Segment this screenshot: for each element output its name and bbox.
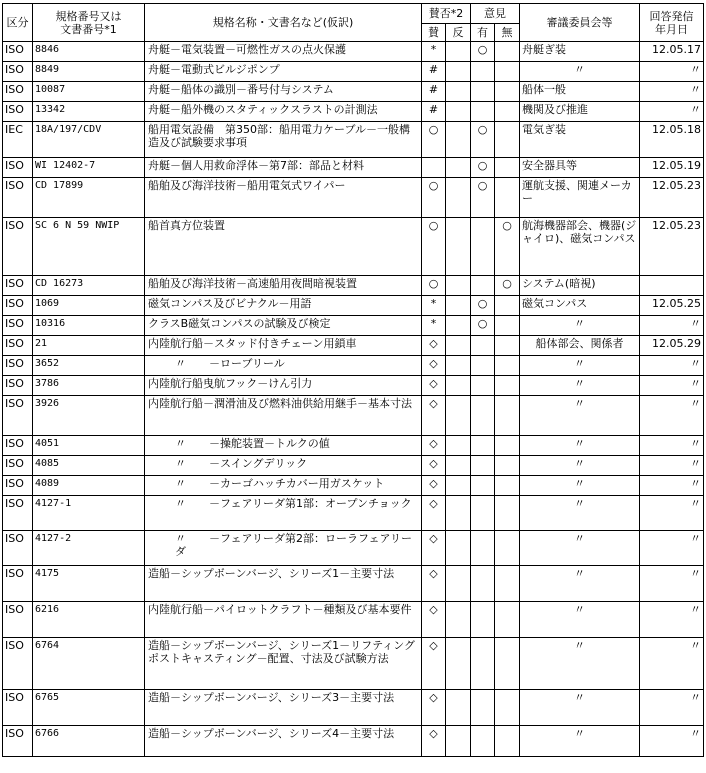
cell-number: 6216 xyxy=(33,602,145,638)
cell-name: 舟艇－電動式ビルジポンプ xyxy=(145,62,422,82)
cell-number: WI 12402-7 xyxy=(33,158,145,178)
cell-name: 内陸航行船－スタッド付きチェーン用鎖車 xyxy=(145,336,422,356)
cell-han xyxy=(446,456,471,476)
ditto-mark: 〃 xyxy=(175,497,186,510)
ditto-mark: 〃 xyxy=(175,532,186,545)
cell-date: 12.05.25 xyxy=(640,296,704,316)
cell-committee: 運航支援、関連メーカー xyxy=(520,178,640,218)
cell-date: 〃 xyxy=(640,356,704,376)
cell-name: 舟艇－船体の識別－番号付与システム xyxy=(145,82,422,102)
cell-yu xyxy=(471,396,495,436)
cell-number: 1069 xyxy=(33,296,145,316)
header-number xyxy=(33,4,145,42)
cell-yu xyxy=(471,726,495,757)
cell-name: 船用電気設備 第350部：船用電力ケーブル－一般構造及び試験要求事項 xyxy=(145,122,422,158)
cell-mu xyxy=(495,566,520,602)
cell-committee: 〃 xyxy=(520,62,640,82)
cell-mu xyxy=(495,42,520,62)
table-row xyxy=(3,102,704,122)
cell-name xyxy=(145,456,422,476)
cell-kubun: ISO xyxy=(3,602,33,638)
cell-mu xyxy=(495,158,520,178)
cell-yu: ○ xyxy=(471,122,495,158)
cell-yu xyxy=(471,218,495,276)
table-row xyxy=(3,690,704,726)
cell-committee: 船体部会、関係者 xyxy=(520,336,640,356)
table-row xyxy=(3,296,704,316)
cell-san: ○ xyxy=(422,276,446,296)
cell-date: 〃 xyxy=(640,316,704,336)
cell-mu xyxy=(495,376,520,396)
cell-san: ◇ xyxy=(422,336,446,356)
table-row xyxy=(3,456,704,476)
header-name: 規格名称・文書名など(仮訳) xyxy=(145,4,422,42)
cell-number: 21 xyxy=(33,336,145,356)
cell-kubun: ISO xyxy=(3,42,33,62)
table-row xyxy=(3,531,704,566)
cell-yu: ○ xyxy=(471,158,495,178)
cell-mu xyxy=(495,476,520,496)
cell-han xyxy=(446,336,471,356)
cell-yu xyxy=(471,456,495,476)
table-row xyxy=(3,638,704,690)
ditto-mark: 〃 xyxy=(175,357,186,370)
cell-number: 4051 xyxy=(33,436,145,456)
cell-date: 12.05.17 xyxy=(640,42,704,62)
cell-yu: ○ xyxy=(471,296,495,316)
cell-name xyxy=(145,531,422,566)
cell-number: 4127-1 xyxy=(33,496,145,531)
cell-han xyxy=(446,376,471,396)
cell-kubun: IEC xyxy=(3,122,33,158)
cell-mu xyxy=(495,531,520,566)
cell-number: 10316 xyxy=(33,316,145,336)
table-row xyxy=(3,726,704,757)
table-row xyxy=(3,42,704,62)
cell-name: 造船－シップボーンバージ、シリーズ1－主要寸法 xyxy=(145,566,422,602)
cell-mu xyxy=(495,82,520,102)
table-row xyxy=(3,336,704,356)
cell-committee: 機関及び推進 xyxy=(520,102,640,122)
cell-san: ◇ xyxy=(422,436,446,456)
cell-han xyxy=(446,296,471,316)
cell-committee: 〃 xyxy=(520,496,640,531)
cell-name: 造船－シップボーンバージ、シリーズ3－主要寸法 xyxy=(145,690,422,726)
cell-han xyxy=(446,158,471,178)
cell-kubun: ISO xyxy=(3,158,33,178)
cell-mu xyxy=(495,638,520,690)
cell-date: 〃 xyxy=(640,62,704,82)
cell-number: 10087 xyxy=(33,82,145,102)
cell-kubun: ISO xyxy=(3,531,33,566)
cell-committee: 磁気コンパス xyxy=(520,296,640,316)
cell-date: 〃 xyxy=(640,82,704,102)
cell-name: 舟艇－個人用救命浮体－第7部：部品と材料 xyxy=(145,158,422,178)
cell-name: 舟艇－電気装置－可燃性ガスの点火保護 xyxy=(145,42,422,62)
cell-name: 造船－シップボーンバージ、シリーズ4－主要寸法 xyxy=(145,726,422,757)
cell-committee: 航海機器部会、機器(ジャイロ)、磁気コンパス xyxy=(520,218,640,276)
cell-yu xyxy=(471,531,495,566)
cell-committee: 〃 xyxy=(520,726,640,757)
header-mu: 無 xyxy=(495,24,520,42)
cell-number: 3786 xyxy=(33,376,145,396)
cell-yu: ○ xyxy=(471,42,495,62)
cell-date: 〃 xyxy=(640,476,704,496)
header-sanpi: 賛否*2 xyxy=(422,4,471,24)
cell-committee: 〃 xyxy=(520,531,640,566)
cell-san: # xyxy=(422,82,446,102)
cell-yu xyxy=(471,356,495,376)
table-row xyxy=(3,218,704,276)
cell-san: ○ xyxy=(422,178,446,218)
cell-han xyxy=(446,178,471,218)
cell-date: 12.05.19 xyxy=(640,158,704,178)
cell-han xyxy=(446,726,471,757)
cell-number: 3652 xyxy=(33,356,145,376)
cell-number: 4127-2 xyxy=(33,531,145,566)
header-kubun: 区分 xyxy=(3,4,33,42)
header-iken: 意見 xyxy=(471,4,520,24)
cell-mu xyxy=(495,62,520,82)
cell-yu xyxy=(471,476,495,496)
table-row xyxy=(3,356,704,376)
cell-number: 6766 xyxy=(33,726,145,757)
cell-kubun: ISO xyxy=(3,496,33,531)
cell-san: ○ xyxy=(422,218,446,276)
cell-han xyxy=(446,82,471,102)
cell-committee: 〃 xyxy=(520,456,640,476)
cell-san: ◇ xyxy=(422,726,446,757)
cell-yu xyxy=(471,376,495,396)
cell-mu: ○ xyxy=(495,276,520,296)
cell-date: 〃 xyxy=(640,436,704,456)
cell-committee: 船体一般 xyxy=(520,82,640,102)
header-han: 反 xyxy=(446,24,471,42)
cell-han xyxy=(446,602,471,638)
cell-committee: 〃 xyxy=(520,436,640,456)
cell-kubun: ISO xyxy=(3,638,33,690)
name-text: －ローブリール xyxy=(209,357,285,370)
cell-kubun: ISO xyxy=(3,476,33,496)
cell-san: ◇ xyxy=(422,356,446,376)
cell-kubun: ISO xyxy=(3,218,33,276)
cell-yu: ○ xyxy=(471,178,495,218)
cell-san: * xyxy=(422,296,446,316)
cell-date: 〃 xyxy=(640,726,704,757)
cell-san: ◇ xyxy=(422,496,446,531)
cell-san: ◇ xyxy=(422,456,446,476)
cell-han xyxy=(446,62,471,82)
header-number-line2: 文書番号*1 xyxy=(60,22,117,36)
cell-date: 〃 xyxy=(640,102,704,122)
cell-han xyxy=(446,690,471,726)
cell-yu: ○ xyxy=(471,316,495,336)
cell-mu xyxy=(495,296,520,316)
cell-mu xyxy=(495,436,520,456)
cell-han xyxy=(446,42,471,62)
cell-san: ◇ xyxy=(422,566,446,602)
name-text: －スイングデリック xyxy=(209,457,308,470)
cell-kubun: ISO xyxy=(3,376,33,396)
cell-san: * xyxy=(422,316,446,336)
cell-committee: 〃 xyxy=(520,476,640,496)
cell-kubun: ISO xyxy=(3,436,33,456)
cell-han xyxy=(446,316,471,336)
cell-mu xyxy=(495,178,520,218)
cell-kubun: ISO xyxy=(3,82,33,102)
ditto-mark: 〃 xyxy=(175,437,186,450)
cell-kubun: ISO xyxy=(3,178,33,218)
cell-name xyxy=(145,356,422,376)
table-row xyxy=(3,602,704,638)
cell-name: 内陸航行船－パイロットクラフト－種類及び基本要件 xyxy=(145,602,422,638)
table-row xyxy=(3,396,704,436)
cell-yu xyxy=(471,82,495,102)
cell-date: 〃 xyxy=(640,376,704,396)
cell-number: 4175 xyxy=(33,566,145,602)
cell-number: CD 17899 xyxy=(33,178,145,218)
header-san: 賛 xyxy=(422,24,446,42)
cell-number: 8846 xyxy=(33,42,145,62)
cell-date: 〃 xyxy=(640,602,704,638)
cell-kubun: ISO xyxy=(3,296,33,316)
cell-han xyxy=(446,356,471,376)
cell-san: # xyxy=(422,102,446,122)
cell-mu xyxy=(495,356,520,376)
cell-name: 内陸航行船－潤滑油及び燃料油供給用継手－基本寸法 xyxy=(145,396,422,436)
cell-san: ◇ xyxy=(422,476,446,496)
cell-han xyxy=(446,531,471,566)
cell-name: クラスB磁気コンパスの試験及び検定 xyxy=(145,316,422,336)
cell-committee: 安全器具等 xyxy=(520,158,640,178)
cell-committee: 〃 xyxy=(520,396,640,436)
cell-committee: 〃 xyxy=(520,690,640,726)
cell-yu xyxy=(471,62,495,82)
header-reply-date xyxy=(640,4,704,42)
name-text: －操舵装置－トルクの値 xyxy=(209,437,330,450)
cell-number: SC 6 N 59 NWIP xyxy=(33,218,145,276)
cell-date: 〃 xyxy=(640,531,704,566)
table-row xyxy=(3,62,704,82)
cell-kubun: ISO xyxy=(3,62,33,82)
cell-yu xyxy=(471,102,495,122)
cell-committee: 〃 xyxy=(520,602,640,638)
table-row xyxy=(3,82,704,102)
cell-committee: 〃 xyxy=(520,376,640,396)
ditto-mark: 〃 xyxy=(175,457,186,470)
cell-mu xyxy=(495,102,520,122)
cell-committee: 舟艇ぎ装 xyxy=(520,42,640,62)
cell-san xyxy=(422,158,446,178)
cell-name: 舟艇－船外機のスタティックスラストの計測法 xyxy=(145,102,422,122)
table-row xyxy=(3,476,704,496)
name-text: －フェアリーダ第2部：ローラフェアリーダ xyxy=(175,532,413,558)
cell-han xyxy=(446,476,471,496)
cell-number: 4089 xyxy=(33,476,145,496)
cell-yu xyxy=(471,690,495,726)
table-row xyxy=(3,122,704,158)
cell-kubun: ISO xyxy=(3,566,33,602)
cell-mu xyxy=(495,690,520,726)
cell-mu xyxy=(495,726,520,757)
cell-date: 12.05.18 xyxy=(640,122,704,158)
cell-yu xyxy=(471,602,495,638)
table-row xyxy=(3,316,704,336)
cell-kubun: ISO xyxy=(3,336,33,356)
cell-number: 13342 xyxy=(33,102,145,122)
cell-name: 内陸航行船曳航フック－けん引力 xyxy=(145,376,422,396)
cell-mu xyxy=(495,336,520,356)
name-text: －フェアリーダ第1部：オープンチョック xyxy=(209,497,412,510)
cell-name: 船舶及び海洋技術－船用電気式ワイパー xyxy=(145,178,422,218)
cell-kubun: ISO xyxy=(3,690,33,726)
cell-yu xyxy=(471,436,495,456)
cell-date: 12.05.23 xyxy=(640,178,704,218)
cell-mu xyxy=(495,316,520,336)
ditto-mark: 〃 xyxy=(175,477,186,490)
header-number-line1: 規格番号又は xyxy=(55,9,122,23)
cell-committee: システム(暗視) xyxy=(520,276,640,296)
table-header xyxy=(3,4,704,42)
cell-number: 4085 xyxy=(33,456,145,476)
cell-han xyxy=(446,566,471,602)
cell-han xyxy=(446,276,471,296)
cell-committee: 〃 xyxy=(520,356,640,376)
header-yu: 有 xyxy=(471,24,495,42)
table-row xyxy=(3,178,704,218)
table-row xyxy=(3,376,704,396)
cell-date: 〃 xyxy=(640,638,704,690)
table-row xyxy=(3,436,704,456)
cell-san: * xyxy=(422,42,446,62)
cell-mu xyxy=(495,456,520,476)
cell-san: ◇ xyxy=(422,376,446,396)
cell-date: 〃 xyxy=(640,690,704,726)
cell-kubun: ISO xyxy=(3,102,33,122)
cell-han xyxy=(446,396,471,436)
cell-kubun: ISO xyxy=(3,456,33,476)
cell-han xyxy=(446,496,471,531)
cell-committee: 〃 xyxy=(520,566,640,602)
cell-yu xyxy=(471,638,495,690)
cell-name xyxy=(145,436,422,456)
name-text: －カーゴハッチカバー用ガスケット xyxy=(209,477,385,490)
cell-san: ○ xyxy=(422,122,446,158)
cell-yu xyxy=(471,496,495,531)
cell-yu xyxy=(471,276,495,296)
cell-number: 8849 xyxy=(33,62,145,82)
cell-name: 船首真方位装置 xyxy=(145,218,422,276)
cell-name: 船舶及び海洋技術－高速船用夜間暗視装置 xyxy=(145,276,422,296)
standards-table xyxy=(2,3,704,757)
cell-han xyxy=(446,638,471,690)
cell-yu xyxy=(471,336,495,356)
cell-name: 磁気コンパス及びビナクル－用語 xyxy=(145,296,422,316)
cell-mu xyxy=(495,122,520,158)
cell-date xyxy=(640,276,704,296)
cell-san: # xyxy=(422,62,446,82)
cell-san: ◇ xyxy=(422,602,446,638)
table-row xyxy=(3,276,704,296)
cell-name: 造船－シップボーンバージ、シリーズ1－リフティングポストキャスティング－配置、寸法及び試験方法 xyxy=(145,638,422,690)
cell-date: 〃 xyxy=(640,496,704,531)
cell-han xyxy=(446,122,471,158)
cell-mu xyxy=(495,496,520,531)
cell-san: ◇ xyxy=(422,638,446,690)
cell-kubun: ISO xyxy=(3,726,33,757)
cell-han xyxy=(446,218,471,276)
cell-han xyxy=(446,102,471,122)
cell-kubun: ISO xyxy=(3,276,33,296)
cell-kubun: ISO xyxy=(3,396,33,436)
cell-date: 〃 xyxy=(640,456,704,476)
cell-name xyxy=(145,476,422,496)
header-reply-line2: 年月日 xyxy=(655,22,688,36)
cell-mu xyxy=(495,396,520,436)
table-row xyxy=(3,566,704,602)
table-row xyxy=(3,496,704,531)
table-row xyxy=(3,158,704,178)
cell-committee: 〃 xyxy=(520,316,640,336)
cell-number: 18A/197/CDV xyxy=(33,122,145,158)
cell-san: ◇ xyxy=(422,531,446,566)
cell-name xyxy=(145,496,422,531)
cell-number: CD 16273 xyxy=(33,276,145,296)
header-committee: 審議委員会等 xyxy=(520,4,640,42)
cell-san: ◇ xyxy=(422,396,446,436)
cell-number: 6764 xyxy=(33,638,145,690)
cell-mu: ○ xyxy=(495,218,520,276)
cell-kubun: ISO xyxy=(3,316,33,336)
table-body xyxy=(3,42,704,757)
cell-san: ◇ xyxy=(422,690,446,726)
cell-committee: 電気ぎ装 xyxy=(520,122,640,158)
cell-committee: 〃 xyxy=(520,638,640,690)
cell-date: 12.05.23 xyxy=(640,218,704,276)
cell-han xyxy=(446,436,471,456)
cell-number: 3926 xyxy=(33,396,145,436)
cell-date: 〃 xyxy=(640,396,704,436)
cell-number: 6765 xyxy=(33,690,145,726)
header-reply-line1: 回答発信 xyxy=(649,9,694,23)
cell-date: 〃 xyxy=(640,566,704,602)
cell-mu xyxy=(495,602,520,638)
cell-yu xyxy=(471,566,495,602)
cell-kubun: ISO xyxy=(3,356,33,376)
cell-date: 12.05.29 xyxy=(640,336,704,356)
